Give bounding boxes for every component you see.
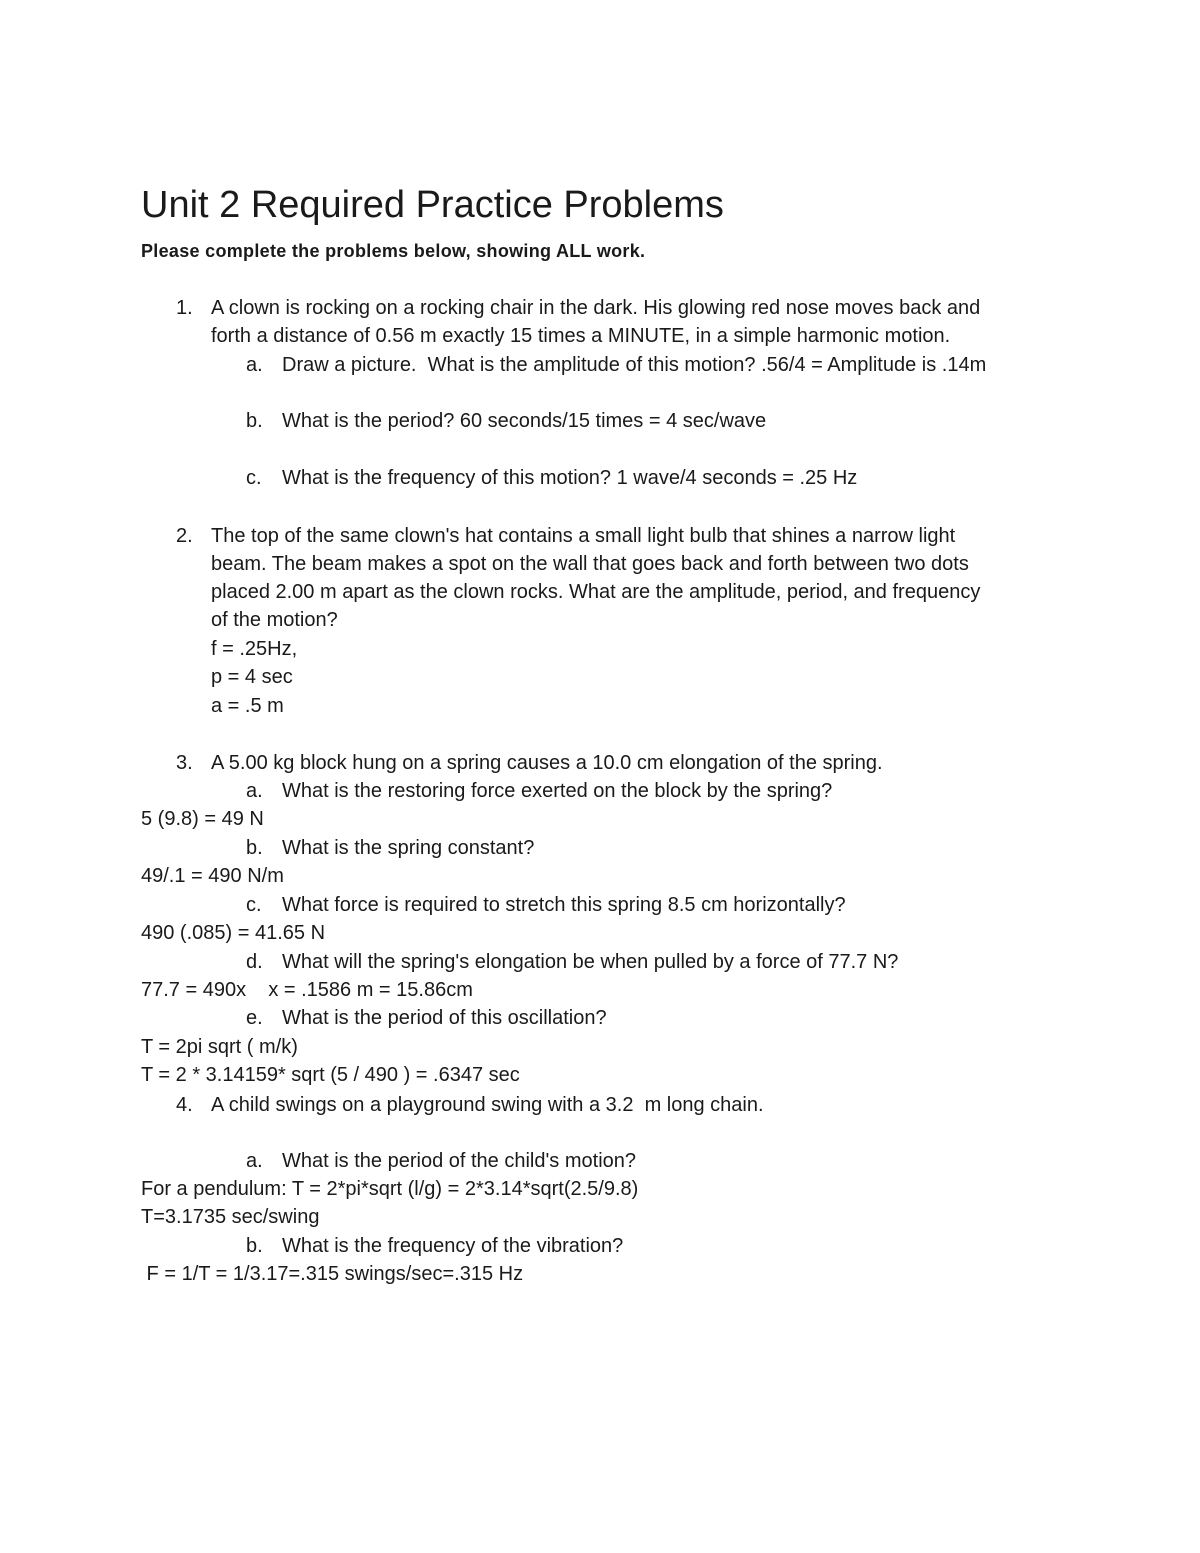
answer-line: 49/.1 = 490 N/m — [141, 865, 284, 887]
answer-line: a = .5 m — [211, 695, 284, 717]
part-letter: a. — [246, 1150, 263, 1172]
answer-line: f = .25Hz, — [211, 638, 298, 660]
problem-text: A clown is rocking on a rocking chair in the dark. His glowing red nose moves back and — [211, 297, 981, 319]
part-letter: b. — [246, 410, 263, 432]
part-text: What is the restoring force exerted on the block by the spring? — [282, 780, 833, 802]
part-letter: b. — [246, 1235, 263, 1257]
problem-text: forth a distance of 0.56 m exactly 15 times a MINUTE, in a simple harmonic motion. — [211, 325, 951, 347]
page-title: Unit 2 Required Practice Problems — [141, 184, 724, 226]
part-text: What will the spring's elongation be when pulled by a force of 77.7 N? — [282, 951, 899, 973]
part-text: What is the period of the child's motion? — [282, 1150, 637, 1172]
part-letter: b. — [246, 837, 263, 859]
problem-text: beam. The beam makes a spot on the wall that goes back and forth between two dots — [211, 553, 969, 575]
answer-line: T = 2 * 3.14159* sqrt (5 / 490 ) = .6347 sec — [141, 1064, 520, 1086]
problem-text: The top of the same clown's hat contains a small light bulb that shines a narrow light — [211, 525, 956, 547]
part-letter: c. — [246, 894, 262, 916]
problem-number: 4. — [176, 1094, 193, 1116]
part-text: What force is required to stretch this spring 8.5 cm horizontally? — [282, 894, 846, 916]
problem-number: 2. — [176, 525, 193, 547]
instructions: Please complete the problems below, showing ALL work. — [141, 241, 646, 261]
part-letter: a. — [246, 780, 263, 802]
problem-text: of the motion? — [211, 609, 338, 631]
answer-line: T=3.1735 sec/swing — [141, 1206, 320, 1228]
problem-number: 1. — [176, 297, 193, 319]
answer-line: F = 1/T = 1/3.17=.315 swings/sec=.315 Hz — [141, 1263, 524, 1285]
problem-number: 3. — [176, 752, 193, 774]
problem-text: A 5.00 kg block hung on a spring causes a 10.0 cm elongation of the spring. — [211, 752, 883, 774]
answer-line: 490 (.085) = 41.65 N — [141, 922, 326, 944]
part-text: Draw a picture. What is the amplitude of this motion? .56/4 = Amplitude is .14m — [282, 354, 987, 376]
part-text: What is the period? 60 seconds/15 times = 4 sec/wave — [282, 410, 767, 432]
part-text: What is the spring constant? — [282, 837, 535, 859]
part-text: What is the frequency of this motion? 1 wave/4 seconds = .25 Hz — [282, 467, 858, 489]
answer-line: 77.7 = 490x x = .1586 m = 15.86cm — [141, 979, 473, 1001]
answer-line: 5 (9.8) = 49 N — [141, 808, 264, 830]
part-text: What is the frequency of the vibration? — [282, 1235, 624, 1257]
part-letter: e. — [246, 1007, 263, 1029]
problem-text: A child swings on a playground swing with a 3.2 m long chain. — [211, 1094, 764, 1116]
part-letter: c. — [246, 467, 262, 489]
part-letter: d. — [246, 951, 263, 973]
answer-line: T = 2pi sqrt ( m/k) — [141, 1036, 298, 1058]
problem-text: placed 2.00 m apart as the clown rocks. What are the amplitude, period, and frequency — [211, 581, 981, 603]
answer-line: p = 4 sec — [211, 666, 293, 688]
answer-line: For a pendulum: T = 2*pi*sqrt (l/g) = 2*3.14*sqrt(2.5/9.8) — [141, 1178, 639, 1200]
part-text: What is the period of this oscillation? — [282, 1007, 607, 1029]
part-letter: a. — [246, 354, 263, 376]
